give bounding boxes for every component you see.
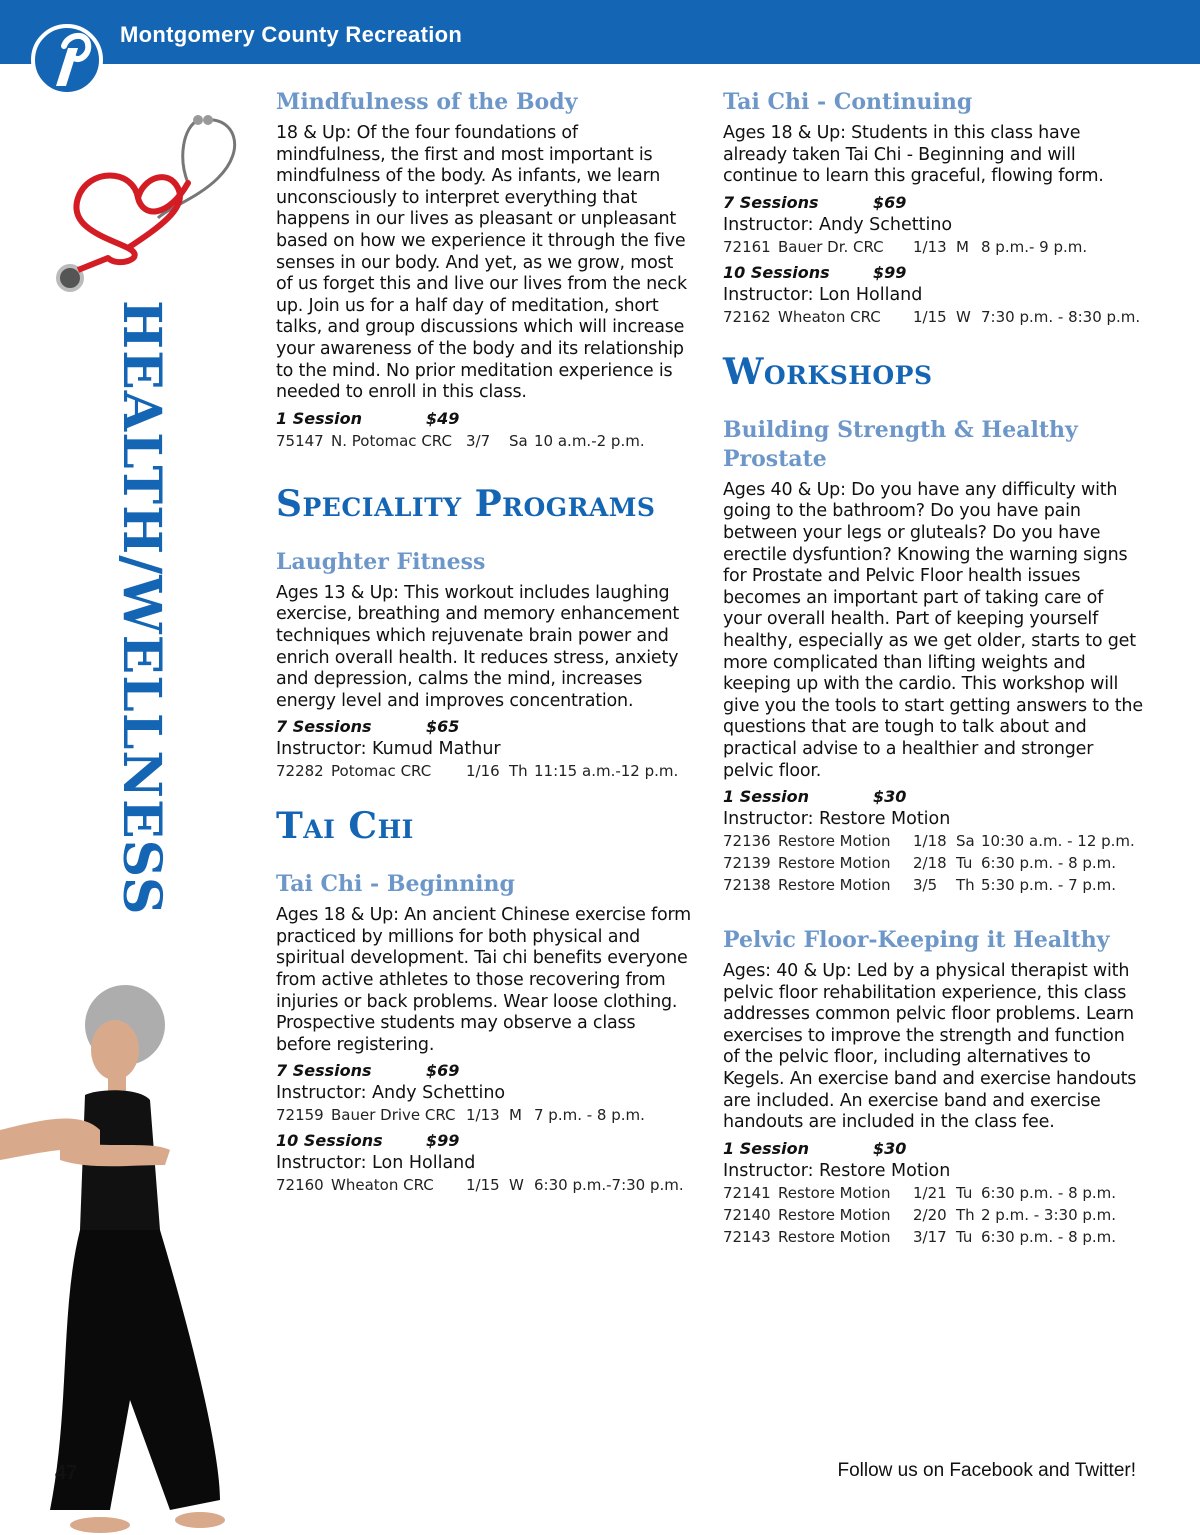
course-date: 3/7: [466, 431, 491, 450]
course-day: Tu: [956, 854, 973, 873]
course-time: 6:30 p.m.-7:30 p.m.: [534, 1176, 684, 1195]
course-code: 72138: [723, 876, 771, 895]
course-date: 3/5: [913, 876, 938, 895]
course-price: $65: [426, 717, 460, 737]
course-date: 1/15: [466, 1176, 500, 1195]
course-date: 1/15: [913, 307, 947, 326]
course-description: Ages 18 & Up: Students in this class have already taken Tai Chi - Beginning and will continue to learn this graceful, flowing form.: [723, 123, 1104, 187]
course-date: 2/18: [913, 854, 947, 873]
course-title-prostate: Building Strength & Healthy Prostate: [723, 416, 1078, 472]
session-price-row: [723, 1137, 1143, 1160]
course-date: 1/13: [913, 237, 947, 256]
course-code: 72140: [723, 1205, 771, 1224]
course-date: 1/13: [466, 1106, 500, 1125]
header-bar: [0, 0, 1200, 64]
course-day: Th: [956, 876, 975, 895]
instructor-name: Instructor: Andy Schettino: [276, 1083, 506, 1104]
session-price-row: [276, 407, 691, 430]
course-date: 3/17: [913, 1227, 947, 1246]
course-code: 72143: [723, 1227, 771, 1246]
instructor-name: Instructor: Restore Motion: [723, 809, 951, 830]
schedule-row: [276, 760, 691, 782]
session-count: 1 Session: [276, 408, 362, 428]
course-code: 72159: [276, 1106, 324, 1125]
course-description: Ages: 40 & Up: Led by a physical therapist with pelvic floor rehabilitation experience, this class addresses common pelvic floor problems. Learn exercises to improve the strength and function of the pelvic floor, including alternatives to Kegels. An exercise band and exercise handouts are included. An exercise band and exercise handouts are included in the class fee.: [723, 961, 1137, 1133]
session-count: 7 Sessions: [276, 1061, 372, 1081]
session-count: 7 Sessions: [723, 192, 819, 212]
course-location: Restore Motion: [778, 1205, 891, 1224]
course-location: Restore Motion: [778, 1227, 891, 1246]
session-count: 1 Session: [723, 787, 809, 807]
schedule-row: [723, 830, 1143, 852]
course-date: 2/20: [913, 1205, 947, 1224]
session-price-row: [723, 261, 1143, 284]
course-time: 6:30 p.m. - 8 p.m.: [981, 854, 1117, 873]
course-date: 1/21: [913, 1183, 947, 1202]
course-time: 10:30 a.m. - 12 p.m.: [981, 832, 1135, 851]
course-day: Sa: [956, 832, 975, 851]
course-location: Restore Motion: [778, 832, 891, 851]
schedule-row: [723, 306, 1143, 328]
tai-chi-person-photo: [0, 980, 260, 1535]
course-day: Th: [509, 762, 528, 781]
session-price-row: [276, 715, 691, 738]
course-day: W: [509, 1176, 524, 1195]
course-day: Th: [956, 1205, 975, 1224]
section-heading-speciality: Speciality Programs: [276, 482, 656, 525]
course-description: Ages 13 & Up: This workout includes laughing exercise, breathing and memory enhancement techniques which rejuvenate brain power and enrich overall health. It reduces stress, anxiety and depression, calms the mind, increases energy level and improves concentration.: [276, 582, 680, 711]
course-day: Tu: [956, 1227, 973, 1246]
schedule-row: [723, 852, 1143, 874]
course-location: Restore Motion: [778, 876, 891, 895]
course-description: Ages 18 & Up: An ancient Chinese exercise form practiced by millions for both physical and spiritual development. Tai chi benefits everyone from active athletes to those recovering from injuries or back problems. Wear loose clothing. Prospective students may observe a class before registering.: [276, 905, 692, 1055]
course-code: 72141: [723, 1183, 771, 1202]
course-price: $99: [426, 1131, 460, 1151]
course-location: Wheaton CRC: [778, 307, 881, 326]
schedule-row: [723, 874, 1143, 896]
left-column: [276, 88, 691, 1196]
right-column: [723, 88, 1143, 1248]
schedule-row: [723, 1226, 1143, 1248]
course-title-mindfulness: Mindfulness of the Body: [276, 89, 578, 115]
session-count: 10 Sessions: [276, 1131, 383, 1151]
course-location: Restore Motion: [778, 854, 891, 873]
course-location: Restore Motion: [778, 1183, 891, 1202]
course-price: $69: [426, 1061, 460, 1081]
course-code: 72139: [723, 854, 771, 873]
instructor-name: Instructor: Lon Holland: [276, 1153, 476, 1174]
page-number: 47: [55, 1462, 78, 1484]
session-count: 1 Session: [723, 1138, 809, 1158]
section-heading-taichi: Tai Chi: [276, 805, 414, 848]
session-price-row: [276, 1129, 691, 1152]
course-price: $30: [873, 787, 907, 807]
course-location: Bauer Dr. CRC: [778, 237, 884, 256]
course-time: 8 p.m.- 9 p.m.: [981, 237, 1088, 256]
course-code: 72136: [723, 832, 771, 851]
side-title-text: HEALTH/WELLNESS: [111, 300, 172, 916]
course-time: 6:30 p.m. - 8 p.m.: [981, 1183, 1117, 1202]
instructor-name: Instructor: Kumud Mathur: [276, 739, 501, 760]
schedule-row: [723, 236, 1143, 258]
course-location: Wheaton CRC: [331, 1176, 434, 1195]
course-description: 18 & Up: Of the four foundations of mindfulness, the first and most important is mindfulness of the body. As infants, we learn unconsciously to interpret everything that happens in our lives as pleasant or unpleasant based on how we experience it through the five senses in our body. And yet, as we grow, most of us forget this and live our lives from the neck up. Join us for a half day of meditation, short talks, and group discussions which will increase your awareness of the body and its relationship to the mind. No prior meditation experience is needed to enroll in this class.: [276, 123, 687, 403]
session-price-row: [723, 191, 1143, 214]
course-price: $49: [426, 408, 460, 428]
session-count: 7 Sessions: [276, 717, 372, 737]
course-code: 75147: [276, 431, 324, 450]
course-title-taichi-continuing: Tai Chi - Continuing: [723, 89, 973, 115]
section-heading-workshops: Workshops: [723, 350, 933, 393]
social-follow-text: Follow us on Facebook and Twitter!: [837, 1460, 1136, 1481]
section-side-title: [110, 300, 178, 916]
course-location: Bauer Drive CRC: [331, 1106, 456, 1125]
course-day: M: [956, 237, 969, 256]
course-code: 72160: [276, 1176, 324, 1195]
instructor-name: Instructor: Andy Schettino: [723, 214, 953, 235]
course-time: 7 p.m. - 8 p.m.: [534, 1106, 645, 1125]
course-title-taichi-beginning: Tai Chi - Beginning: [276, 871, 515, 898]
course-time: 7:30 p.m. - 8:30 p.m.: [981, 307, 1141, 326]
course-day: Sa: [509, 431, 528, 450]
course-time: 6:30 p.m. - 8 p.m.: [981, 1227, 1117, 1246]
course-description: Ages 40 & Up: Do you have any difficulty with going to the bathroom? Do you have pain between your legs or gluteals? Do you have erectile dysfuntion? Knowing the warning signs for Prostate and Pelvic Floor health issues becomes an important part of taking care of your overall health. Part of keeping yourself healthy, especially as we get older, starts to get more complicated than lifting weights and keeping up with the cardio. This workshop will give you the tools to start getting answers to the questions that are tough to talk about and practical advise to a healthier and stronger pelvic floor.: [723, 479, 1143, 781]
course-date: 1/16: [466, 762, 500, 781]
schedule-row: [723, 1182, 1143, 1204]
course-time: 5:30 p.m. - 7 p.m.: [981, 876, 1117, 895]
course-price: $30: [873, 1138, 907, 1158]
schedule-row: [276, 1174, 691, 1196]
instructor-name: Instructor: Restore Motion: [723, 1160, 951, 1181]
course-price: $69: [873, 192, 907, 212]
montgomery-logo-icon: [30, 16, 104, 104]
course-time: 2 p.m. - 3:30 p.m.: [981, 1205, 1117, 1224]
session-count: 10 Sessions: [723, 262, 830, 282]
session-price-row: [723, 785, 1143, 808]
course-code: 72162: [723, 307, 771, 326]
schedule-row: [276, 430, 691, 452]
course-time: 10 a.m.-2 p.m.: [534, 431, 645, 450]
course-time: 11:15 a.m.-12 p.m.: [534, 762, 679, 781]
course-day: M: [509, 1106, 522, 1125]
instructor-name: Instructor: Lon Holland: [723, 284, 923, 305]
course-code: 72282: [276, 762, 324, 781]
course-day: W: [956, 307, 971, 326]
course-title-pelvic-floor: Pelvic Floor-Keeping it Healthy: [723, 927, 1110, 954]
course-price: $99: [873, 262, 907, 282]
header-title: Montgomery County Recreation: [120, 22, 463, 47]
session-price-row: [276, 1059, 691, 1082]
course-code: 72161: [723, 237, 771, 256]
schedule-row: [276, 1104, 691, 1126]
schedule-row: [723, 1204, 1143, 1226]
stethoscope-heart-icon: [48, 108, 248, 298]
course-location: Potomac CRC: [331, 762, 432, 781]
course-day: Tu: [956, 1183, 973, 1202]
course-location: N. Potomac CRC: [331, 431, 452, 450]
course-date: 1/18: [913, 832, 947, 851]
course-title-laughter: Laughter Fitness: [276, 548, 486, 575]
